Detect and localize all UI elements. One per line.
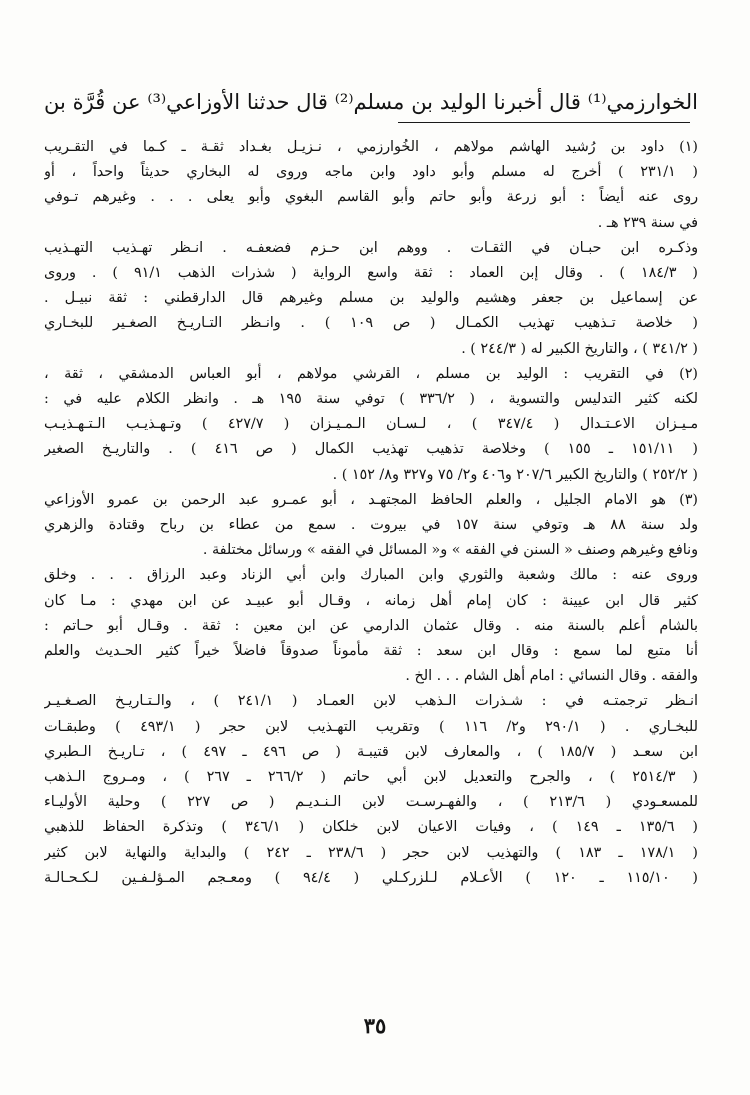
footnote-line: والفقه . وقال النسائي : امام أهل الشام . . . الخ .	[405, 668, 698, 685]
footnote-line: ( ٢٥١٤/٣ ) ، والجرح والتعديل لابن أبي حاتم ( ٢٦٦/٢ ـ ٢٦٧ ) ، ومـروج الـذهب	[44, 769, 698, 786]
footnote-line: بالشام أعلم بالسنة منه . وقال عثمان الدارمي عن ابن معين : ثقة . وقـال أبو حـاتم :	[44, 617, 698, 634]
footnote-line: مـيـزان الاعـتـدال ( ٣٤٧/٤ ) ، لـسـان الـمـيـزان ( ٤٢٧/٧ ) وتـهـذيـب الـتـهـذيـب	[44, 416, 698, 433]
footnote-line: ( خلاصة تـذهيب تهذيب الكمـال ( ص ١٠٩ ) . وانـظر التـاريـخ الصغـير للبخـاري	[44, 315, 698, 332]
footnote-line: ( ١٥١/١١ ـ ١٥٥ ) وخلاصة تذهيب تهذيب الكمال ( ص ٤١٦ ) . والتاريـخ الصغير	[44, 441, 698, 458]
footnote-line: ( ١١٥/١٠ ـ ١٢٠ ) الأعـلام لـلزركـلي ( ٩٤/٤ ) ومعـجم المـؤلـفـين لـكـحـالـة	[44, 869, 698, 886]
footnote-3-references	[44, 689, 698, 891]
footnote-line: انـظر ترجمتـه في : شـذرات الـذهب لابن العمـاد ( ٢٤١/١ ) ، والـتـاريـخ الصـغـيـر	[44, 693, 698, 710]
page-number: ٣٥	[363, 1013, 387, 1038]
footnote-1	[44, 135, 698, 362]
footnote-line: عن إسماعيل بن جعفر وهشيم والوليد بن مسلم وغيرهم قال الدارقطني : ثقة نبيـل .	[44, 290, 698, 307]
footnote-2	[44, 362, 698, 488]
footnote-3	[44, 488, 698, 690]
footnote-line: (١) داود بن رُشيد الهاشم مولاهم ، الخُوارزمي ، نـزيـل بغـداد ثقـة ـ كـما في التقـريب	[44, 139, 698, 155]
footnote-line: ( ١٧٨/١ ـ ١٨٣ ) والتهذيب لابن حجر ( ٢٣٨/٦ ـ ٢٤٢ ) والبداية والنهاية لابن كثير	[44, 844, 698, 861]
footnote-separator	[398, 122, 690, 123]
footnote-line: لكنه كثير التدليس والتسوية ، ( ٣٣٦/٢ ) توفي سنة ١٩٥ هـ . وانظر الكلام عليه في :	[44, 391, 698, 408]
footnote-line: روى عنه أيضاً : أبو زرعة وأبو حاتم وأبو القاسم البغوي وأبو يعلى . . . وغيرهم تـوفي	[44, 189, 698, 206]
footnote-line: للمسعـودي ( ٢١٣/٦ ) ، والفهـرسـت لابن الـنـديـم ( ص ٢٢٧ ) وحلية الأوليـاء	[44, 794, 698, 811]
footnotes	[44, 135, 698, 891]
footnote-line: وذكـره ابن حبـان في الثقـات . ووهم ابن حـزم فضعفـه . انـظر تهـذيب التهـذيب	[44, 239, 698, 256]
footnote-line: ( ١٣٥/٦ ـ ١٤٩ ) ، وفيات الاعيان لابن خلكان ( ٣٤٦/١ ) وتذكرة الحفاظ للذهبي	[44, 819, 698, 836]
footnote-line: ( ٢٣١/١ ) أخرج له مسلم وأبو داود وابن ماجه وروى له البخاري حديثاً واحداً ، أو	[44, 164, 698, 181]
footnote-line: أنا متبع لما سمع : وقال ابن سعد : ثقة مأموناً صدوقاً فاضلاً خيراً كثير الحـديث والعلم	[44, 643, 698, 660]
footnote-line: ابن سعـد ( ١٨٥/٧ ) ، والمعارف لابن قتيبـة ( ص ٤٩٦ ـ ٤٩٧ ) ، تـاريـخ الـطبري	[44, 743, 698, 760]
footnote-line: للبخـاري . ( ٢٩٠/١ و٢/ ١١٦ ) وتقريب التهـذيب لابن حجر ( ٤٩٣/١ ) وطبقـات	[44, 718, 698, 735]
main-text-line: الخوارزمي⁽¹⁾ قال أخبرنا الوليد بن مسلم⁽²⁾ قال حدثنا الأوزاعي⁽³⁾ عن قُرَّة بن	[44, 90, 698, 114]
footnote-line: ( ٢٥٢/٢ ) والتاريخ الكبير ٢٠٧/٦ و٤٠٦ و٢/ ٧٥ و٣٢٧ و٨/ ١٥٢ ) .	[332, 466, 698, 483]
footnote-line: ولد سنة ٨٨ هـ وتوفي سنة ١٥٧ في بيروت . سمع من عطاء بن رباح وقتادة والزهري	[44, 517, 698, 534]
footnote-line: ( ٣٤١/٢ ) ، والتاريخ الكبير له ( ٢٤٤/٣ ) .	[461, 340, 698, 357]
footnote-line: (٢) في التقريب : الوليد بن مسلم ، القرشي مولاهم ، أبو العباس الدمشقي ، ثقة ،	[44, 365, 698, 382]
footnote-line: وروى عنه : مالك وشعبة والثوري وابن المبارك وابن أبي الزناد وعبد الرزاق . . . وخلق	[44, 567, 698, 584]
footnote-line: في سنة ٢٣٩ هـ .	[597, 214, 698, 231]
footnote-line: ( ١٨٤/٣ ) . وقال إبن العماد : ثقة واسع الرواية ( شذرات الذهب ٩١/١ ) . وروى	[44, 265, 698, 282]
footnote-line: كثير قال ابن عيينة : كان إمام أهل زمانه ، وقـال أبو عبيـد عن ابن مهدي : مـا كان	[44, 592, 698, 609]
footnote-line: ونافع وغيرهم وصنف « السنن في الفقه » و« المسائل في الفقه » ورسائل مختلفة .	[202, 542, 698, 559]
footnote-line: (٣) هو الامام الجليل ، والعلم الحافظ المجتهـد ، أبو عمـرو عبد الرحمن بن عمرو الأوزاعي	[44, 491, 698, 508]
